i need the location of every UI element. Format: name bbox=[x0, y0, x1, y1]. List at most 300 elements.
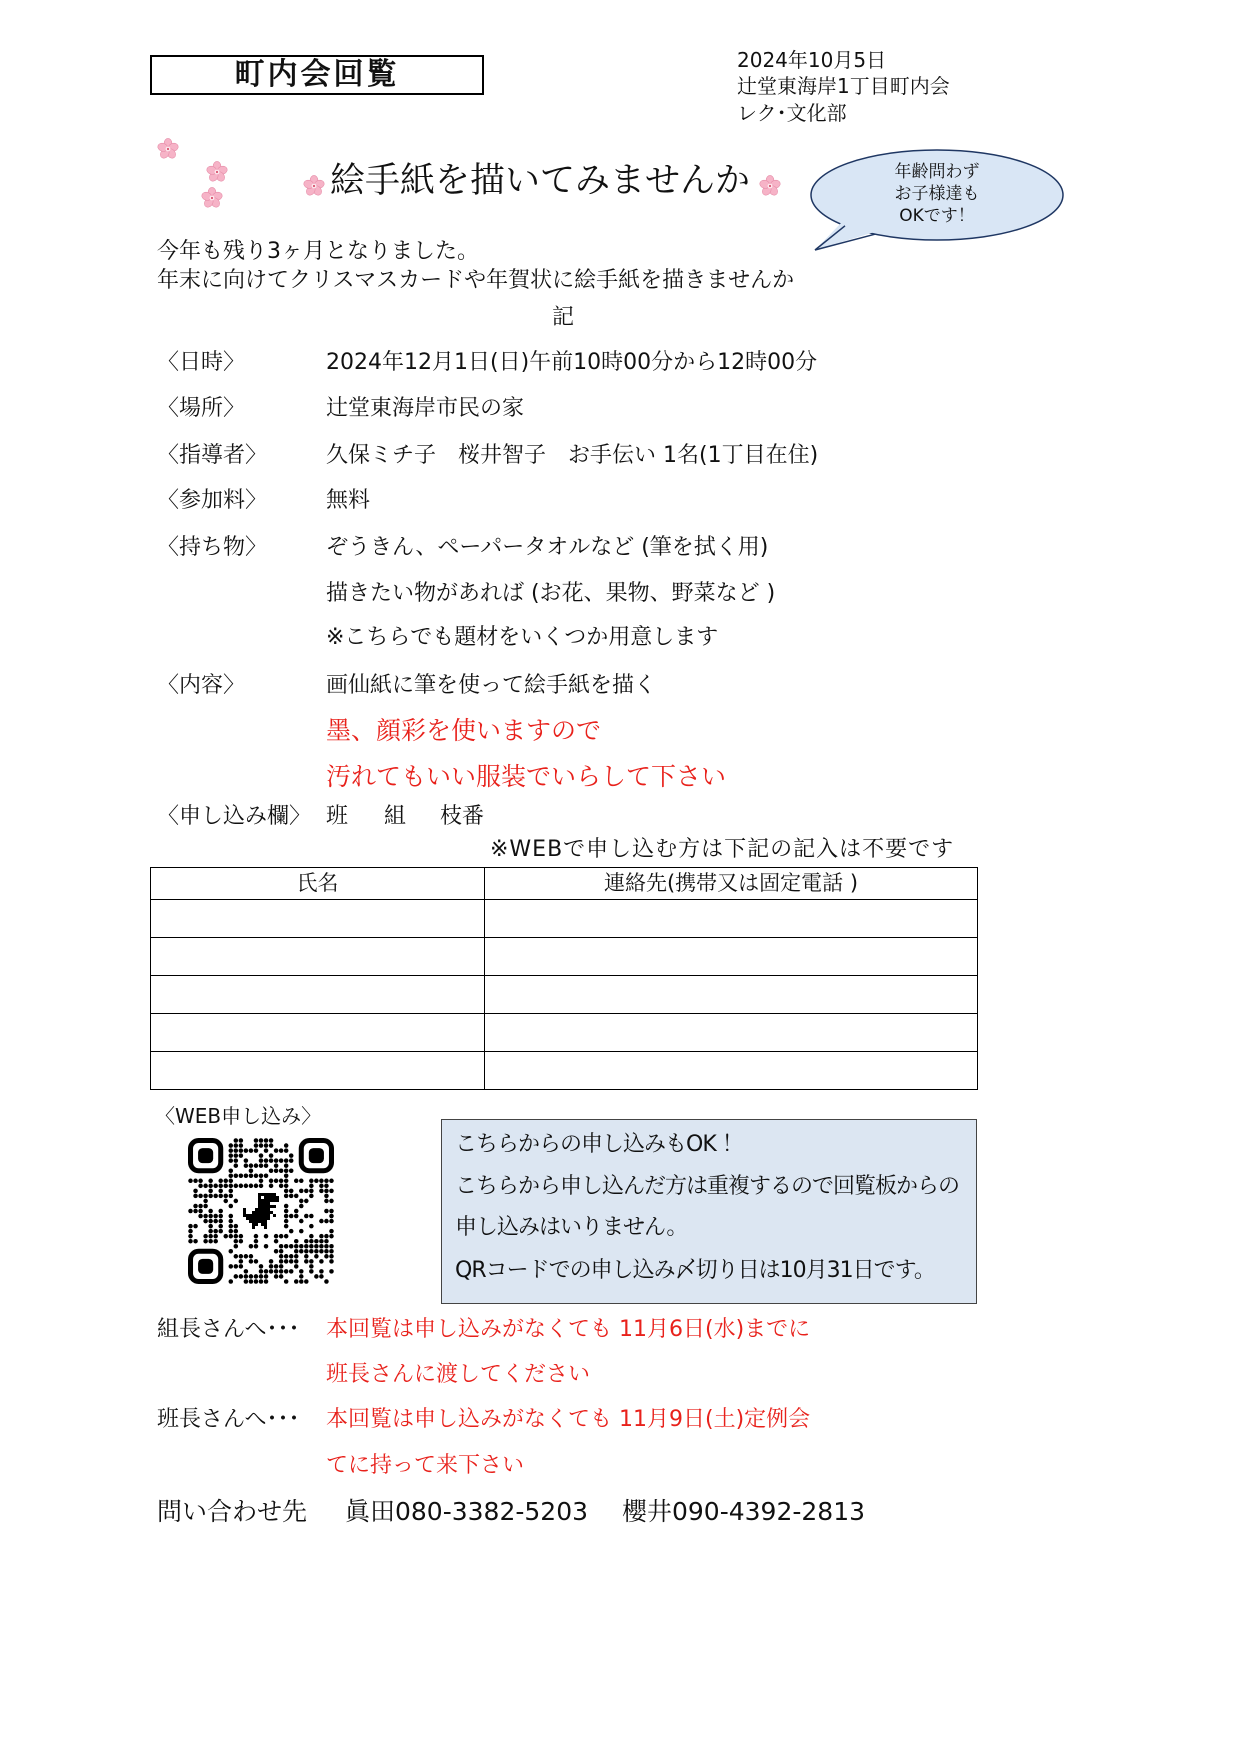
qr-dino-pixel bbox=[255, 1208, 258, 1211]
table-row bbox=[151, 976, 978, 1014]
qr-module bbox=[294, 1244, 299, 1249]
qr-module bbox=[203, 1219, 208, 1224]
qr-module bbox=[309, 1244, 314, 1249]
qr-dino-pixel bbox=[243, 1208, 246, 1211]
qr-module bbox=[294, 1179, 299, 1184]
qr-module bbox=[284, 1254, 289, 1259]
qr-module bbox=[269, 1184, 274, 1189]
instructors-value: 久保ミチ子 桜井智子 お手伝い 1名(1丁目在住) bbox=[326, 443, 819, 468]
qr-dino-pixel bbox=[276, 1196, 279, 1199]
qr-module bbox=[259, 1264, 264, 1269]
qr-module bbox=[289, 1244, 294, 1249]
qr-module bbox=[274, 1274, 279, 1279]
qr-dino-pixel bbox=[243, 1211, 246, 1214]
qr-module bbox=[229, 1173, 234, 1178]
qr-module bbox=[314, 1179, 319, 1184]
qr-module bbox=[229, 1143, 234, 1148]
qr-module bbox=[234, 1264, 239, 1269]
fee-value: 無料 bbox=[326, 488, 371, 513]
qr-dino-pixel bbox=[267, 1196, 270, 1199]
qr-module bbox=[234, 1148, 239, 1153]
qr-module bbox=[239, 1184, 244, 1189]
belongings-label: 〈持ち物〉 bbox=[157, 535, 268, 560]
qr-module bbox=[294, 1249, 299, 1254]
qr-module bbox=[284, 1259, 289, 1264]
qr-module bbox=[188, 1209, 193, 1214]
callout-line: OKです！ bbox=[899, 206, 975, 226]
web-notice-line: こちらからの申し込みもOK ！ bbox=[455, 1132, 743, 1157]
qr-module bbox=[218, 1184, 223, 1189]
qr-module bbox=[304, 1239, 309, 1244]
qr-module bbox=[239, 1234, 244, 1239]
qr-module bbox=[203, 1184, 208, 1189]
qr-module bbox=[198, 1209, 203, 1214]
qr-module bbox=[249, 1168, 254, 1173]
belongings-line: ぞうきん、ペーパータオルなど (筆を拭く用) bbox=[326, 535, 769, 560]
qr-dino-pixel bbox=[270, 1196, 273, 1199]
qr-module bbox=[213, 1214, 218, 1219]
page-title: 絵手紙を描いてみませんか bbox=[330, 161, 751, 201]
qr-module bbox=[299, 1244, 304, 1249]
name-cell bbox=[151, 938, 485, 976]
qr-module bbox=[319, 1179, 324, 1184]
contact-cell bbox=[485, 976, 978, 1014]
hancho-instruction: 本回覧は申し込みがなくても 11月9日(土)定例会 bbox=[326, 1407, 811, 1432]
qr-module bbox=[284, 1269, 289, 1274]
qr-module bbox=[193, 1194, 198, 1199]
qr-module bbox=[234, 1158, 239, 1163]
qr-module bbox=[304, 1249, 309, 1254]
qr-module bbox=[284, 1143, 289, 1148]
qr-module bbox=[229, 1214, 234, 1219]
qr-dino-pixel bbox=[255, 1211, 258, 1214]
qr-module bbox=[249, 1274, 254, 1279]
qr-module bbox=[284, 1163, 289, 1168]
qr-module bbox=[319, 1184, 324, 1189]
qr-module bbox=[244, 1279, 249, 1284]
qr-module bbox=[264, 1138, 269, 1143]
qr-dino-pixel bbox=[267, 1217, 270, 1220]
qr-dino-pixel bbox=[273, 1199, 276, 1202]
qr-module bbox=[299, 1199, 304, 1204]
qr-module bbox=[299, 1179, 304, 1184]
qr-module bbox=[329, 1269, 334, 1274]
qr-module bbox=[208, 1189, 213, 1194]
qr-module bbox=[289, 1229, 294, 1234]
qr-module bbox=[284, 1158, 289, 1163]
qr-module bbox=[188, 1239, 193, 1244]
qr-module bbox=[208, 1229, 213, 1234]
qr-module bbox=[249, 1184, 254, 1189]
qr-dino-pixel bbox=[264, 1214, 267, 1217]
qr-module bbox=[284, 1194, 289, 1199]
qr-module bbox=[319, 1269, 324, 1274]
qr-dino-pixel bbox=[267, 1202, 270, 1205]
qr-module bbox=[259, 1153, 264, 1158]
qr-module bbox=[329, 1189, 334, 1194]
contact-cell bbox=[485, 1014, 978, 1052]
qr-module bbox=[239, 1173, 244, 1178]
qr-module bbox=[289, 1168, 294, 1173]
qr-module bbox=[229, 1168, 234, 1173]
qr-module bbox=[284, 1244, 289, 1249]
qr-module bbox=[294, 1214, 299, 1219]
qr-dino-pixel bbox=[249, 1217, 252, 1220]
qr-module bbox=[234, 1199, 239, 1204]
qr-module bbox=[304, 1259, 309, 1264]
qr-module bbox=[319, 1234, 324, 1239]
qr-module bbox=[279, 1158, 284, 1163]
qr-dino-pixel bbox=[249, 1220, 252, 1223]
qr-module bbox=[279, 1254, 284, 1259]
qr-module bbox=[264, 1148, 269, 1153]
department-name: レク･文化部 bbox=[737, 101, 847, 125]
qr-module bbox=[294, 1259, 299, 1264]
name-cell bbox=[151, 1052, 485, 1090]
qr-module bbox=[304, 1189, 309, 1194]
contact-column-header: 連絡先(携帯又は固定電話 ) bbox=[485, 868, 978, 900]
qr-module bbox=[208, 1194, 213, 1199]
qr-module bbox=[304, 1254, 309, 1259]
qr-module bbox=[264, 1234, 269, 1239]
qr-module bbox=[294, 1279, 299, 1284]
qr-module bbox=[269, 1143, 274, 1148]
qr-module bbox=[239, 1148, 244, 1153]
qr-module bbox=[284, 1214, 289, 1219]
qr-module bbox=[239, 1259, 244, 1264]
qr-dino-pixel bbox=[255, 1214, 258, 1217]
qr-dino-pixel bbox=[261, 1220, 264, 1223]
qr-module bbox=[274, 1269, 279, 1274]
qr-dino-pixel bbox=[249, 1214, 252, 1217]
qr-module bbox=[208, 1179, 213, 1184]
qr-module bbox=[218, 1219, 223, 1224]
qr-module bbox=[284, 1168, 289, 1173]
han-label: 班 bbox=[326, 804, 349, 829]
qr-module bbox=[213, 1219, 218, 1224]
qr-dino-pixel bbox=[261, 1205, 264, 1208]
qr-module bbox=[198, 1194, 203, 1199]
qr-module bbox=[269, 1269, 274, 1274]
qr-dino-pixel bbox=[270, 1199, 273, 1202]
qr-dino-pixel bbox=[267, 1205, 270, 1208]
qr-module bbox=[329, 1179, 334, 1184]
qr-dino-pixel bbox=[273, 1193, 276, 1196]
qr-module bbox=[239, 1264, 244, 1269]
qr-module bbox=[229, 1249, 234, 1254]
qr-dino-pixel bbox=[252, 1217, 255, 1220]
hancho-label: 班長さんへ･･･ bbox=[157, 1407, 300, 1432]
qr-dino-pixel bbox=[273, 1205, 276, 1208]
qr-dino-pixel bbox=[258, 1211, 261, 1214]
qr-module bbox=[314, 1244, 319, 1249]
qr-module bbox=[239, 1138, 244, 1143]
qr-module bbox=[264, 1279, 269, 1284]
application-table bbox=[150, 867, 978, 1090]
qr-module bbox=[289, 1158, 294, 1163]
cherry-blossom-icon bbox=[759, 175, 781, 197]
belongings-line: 描きたい物があれば (お花、果物、野菜など ) bbox=[326, 581, 776, 606]
place-label: 〈場所〉 bbox=[157, 396, 246, 421]
kumi-label: 組 bbox=[384, 804, 407, 829]
qr-module bbox=[269, 1264, 274, 1269]
qr-dino-pixel bbox=[258, 1202, 261, 1205]
qr-module bbox=[299, 1249, 304, 1254]
qr-module bbox=[319, 1244, 324, 1249]
qr-module bbox=[223, 1179, 228, 1184]
table-row bbox=[151, 938, 978, 976]
qr-module bbox=[254, 1259, 259, 1264]
qr-dino-pixel bbox=[264, 1220, 267, 1223]
qr-module bbox=[279, 1264, 284, 1269]
datetime-label: 〈日時〉 bbox=[157, 350, 246, 375]
qr-module bbox=[304, 1199, 309, 1204]
qr-module bbox=[193, 1239, 198, 1244]
qr-module bbox=[259, 1173, 264, 1178]
qr-module bbox=[249, 1173, 254, 1178]
contact-cell bbox=[485, 900, 978, 938]
qr-dino-pixel bbox=[261, 1211, 264, 1214]
qr-module bbox=[239, 1254, 244, 1259]
qr-module bbox=[244, 1173, 249, 1178]
qr-module bbox=[264, 1244, 269, 1249]
qr-module bbox=[213, 1239, 218, 1244]
qr-module bbox=[259, 1138, 264, 1143]
qr-module bbox=[309, 1239, 314, 1244]
qr-module bbox=[188, 1229, 193, 1234]
qr-module bbox=[254, 1163, 259, 1168]
qr-module bbox=[279, 1184, 284, 1189]
qr-module bbox=[274, 1249, 279, 1254]
qr-module bbox=[309, 1194, 314, 1199]
web-notice-line: QRコードでの申し込み〆切り日は10月31日です。 bbox=[455, 1258, 935, 1283]
qr-dino-pixel bbox=[258, 1217, 261, 1220]
qr-dino-pixel bbox=[264, 1211, 267, 1214]
qr-module bbox=[193, 1224, 198, 1229]
qr-module bbox=[249, 1244, 254, 1249]
qr-dino-pixel bbox=[261, 1223, 264, 1226]
qr-module bbox=[213, 1229, 218, 1234]
qr-module bbox=[324, 1239, 329, 1244]
qr-module bbox=[223, 1234, 228, 1239]
qr-dino-pixel bbox=[258, 1199, 261, 1202]
qr-dino-pixel bbox=[261, 1214, 264, 1217]
qr-module bbox=[329, 1244, 334, 1249]
qr-module bbox=[324, 1209, 329, 1214]
qr-module bbox=[234, 1224, 239, 1229]
qr-module bbox=[264, 1158, 269, 1163]
qr-module bbox=[229, 1148, 234, 1153]
qr-module bbox=[229, 1264, 234, 1269]
qr-module bbox=[319, 1249, 324, 1254]
qr-module bbox=[324, 1199, 329, 1204]
qr-module bbox=[203, 1214, 208, 1219]
qr-module bbox=[314, 1274, 319, 1279]
qr-module bbox=[198, 1214, 203, 1219]
qr-dino-pixel bbox=[264, 1199, 267, 1202]
qr-module bbox=[234, 1254, 239, 1259]
qr-module bbox=[279, 1269, 284, 1274]
qr-dino-pixel bbox=[258, 1193, 261, 1196]
qr-module bbox=[264, 1274, 269, 1279]
qr-module bbox=[254, 1173, 259, 1178]
qr-dino-pixel bbox=[264, 1196, 267, 1199]
qr-module bbox=[284, 1179, 289, 1184]
qr-module bbox=[289, 1189, 294, 1194]
qr-dino-pixel bbox=[258, 1205, 261, 1208]
qr-dino-pixel bbox=[267, 1193, 270, 1196]
qr-module bbox=[264, 1143, 269, 1148]
qr-dino-pixel bbox=[258, 1208, 261, 1211]
qr-module bbox=[269, 1153, 274, 1158]
qr-module bbox=[239, 1153, 244, 1158]
qr-dino-pixel bbox=[273, 1214, 276, 1217]
qr-module bbox=[309, 1214, 314, 1219]
hancho-instruction: てに持って来下さい bbox=[326, 1453, 525, 1478]
qr-module bbox=[259, 1184, 264, 1189]
qr-module bbox=[264, 1163, 269, 1168]
qr-module bbox=[324, 1194, 329, 1199]
qr-module bbox=[294, 1254, 299, 1259]
qr-module bbox=[279, 1259, 284, 1264]
qr-module bbox=[239, 1143, 244, 1148]
qr-module bbox=[324, 1279, 329, 1284]
kumicho-instruction: 本回覧は申し込みがなくても 11月6日(水)までに bbox=[326, 1317, 811, 1342]
contact-cell bbox=[485, 1052, 978, 1090]
place-value: 辻堂東海岸市民の家 bbox=[326, 396, 525, 421]
qr-module bbox=[304, 1244, 309, 1249]
qr-code[interactable] bbox=[188, 1138, 334, 1284]
qr-module bbox=[244, 1254, 249, 1259]
qr-module bbox=[229, 1189, 234, 1194]
qr-dino-pixel bbox=[267, 1208, 270, 1211]
qr-module bbox=[319, 1274, 324, 1279]
qr-dino-pixel bbox=[252, 1220, 255, 1223]
qr-module bbox=[213, 1234, 218, 1239]
qr-module bbox=[279, 1274, 284, 1279]
qr-module bbox=[304, 1214, 309, 1219]
table-row bbox=[151, 900, 978, 938]
qr-module bbox=[229, 1204, 234, 1209]
qr-module bbox=[234, 1143, 239, 1148]
qr-module bbox=[203, 1194, 208, 1199]
qr-dino-pixel bbox=[267, 1211, 270, 1214]
qr-module bbox=[218, 1209, 223, 1214]
qr-module bbox=[284, 1209, 289, 1214]
qr-module bbox=[198, 1179, 203, 1184]
qr-module bbox=[208, 1214, 213, 1219]
qr-module bbox=[208, 1234, 213, 1239]
name-cell bbox=[151, 976, 485, 1014]
cherry-blossom-icon bbox=[206, 161, 228, 183]
qr-module bbox=[234, 1244, 239, 1249]
qr-dino-pixel bbox=[276, 1199, 279, 1202]
qr-module bbox=[249, 1254, 254, 1259]
qr-module bbox=[279, 1234, 284, 1239]
qr-module bbox=[218, 1194, 223, 1199]
qr-module bbox=[188, 1224, 193, 1229]
qr-module bbox=[218, 1214, 223, 1219]
qr-module bbox=[254, 1184, 259, 1189]
qr-module bbox=[299, 1189, 304, 1194]
qr-module bbox=[213, 1184, 218, 1189]
qr-module bbox=[223, 1194, 228, 1199]
qr-module bbox=[289, 1194, 294, 1199]
qr-module bbox=[208, 1219, 213, 1224]
name-column-header: 氏名 bbox=[151, 868, 485, 900]
qr-module bbox=[279, 1179, 284, 1184]
qr-module bbox=[274, 1148, 279, 1153]
qr-module bbox=[279, 1168, 284, 1173]
qr-module bbox=[309, 1224, 314, 1229]
qr-module bbox=[309, 1184, 314, 1189]
qr-module bbox=[324, 1249, 329, 1254]
qr-dino-pixel bbox=[270, 1205, 273, 1208]
qr-module bbox=[249, 1259, 254, 1264]
application-label: 〈申し込み欄〉 bbox=[157, 804, 312, 829]
content-notice: 汚れてもいい服装でいらして下さい bbox=[326, 762, 727, 791]
qr-module bbox=[274, 1234, 279, 1239]
qr-module bbox=[244, 1158, 249, 1163]
qr-module bbox=[329, 1259, 334, 1264]
qr-module bbox=[329, 1199, 334, 1204]
callout-line: お子様達も bbox=[894, 184, 980, 204]
qr-module bbox=[324, 1179, 329, 1184]
qr-module bbox=[244, 1163, 249, 1168]
qr-module bbox=[314, 1249, 319, 1254]
qr-module bbox=[254, 1279, 259, 1284]
qr-module bbox=[234, 1239, 239, 1244]
qr-dino-pixel bbox=[258, 1220, 261, 1223]
qr-module bbox=[319, 1259, 324, 1264]
qr-module bbox=[203, 1239, 208, 1244]
qr-module bbox=[193, 1189, 198, 1194]
qr-module bbox=[229, 1158, 234, 1163]
qr-module bbox=[234, 1163, 239, 1168]
qr-module bbox=[259, 1163, 264, 1168]
fee-label: 〈参加料〉 bbox=[157, 488, 268, 513]
qr-module bbox=[329, 1249, 334, 1254]
qr-dino-pixel bbox=[264, 1223, 267, 1226]
qr-module bbox=[329, 1214, 334, 1219]
contact-person: 眞田080-3382-5203 bbox=[345, 1497, 589, 1526]
table-row bbox=[151, 1014, 978, 1052]
qr-module bbox=[284, 1189, 289, 1194]
qr-module bbox=[188, 1234, 193, 1239]
qr-module bbox=[249, 1279, 254, 1284]
qr-module bbox=[269, 1158, 274, 1163]
qr-module bbox=[229, 1229, 234, 1234]
qr-module bbox=[229, 1234, 234, 1239]
qr-module bbox=[299, 1219, 304, 1224]
qr-module bbox=[239, 1239, 244, 1244]
qr-dino-pixel bbox=[255, 1223, 258, 1226]
qr-module bbox=[218, 1224, 223, 1229]
qr-module bbox=[329, 1229, 334, 1234]
qr-dino-pixel bbox=[264, 1205, 267, 1208]
qr-dino-pixel bbox=[252, 1211, 255, 1214]
qr-module bbox=[294, 1264, 299, 1269]
qr-module bbox=[254, 1239, 259, 1244]
qr-module bbox=[314, 1254, 319, 1259]
qr-module bbox=[309, 1259, 314, 1264]
qr-dino-pixel bbox=[273, 1196, 276, 1199]
qr-module bbox=[279, 1249, 284, 1254]
qr-module bbox=[229, 1194, 234, 1199]
qr-module bbox=[223, 1199, 228, 1204]
content-label: 〈内容〉 bbox=[157, 673, 246, 698]
qr-module bbox=[284, 1279, 289, 1284]
